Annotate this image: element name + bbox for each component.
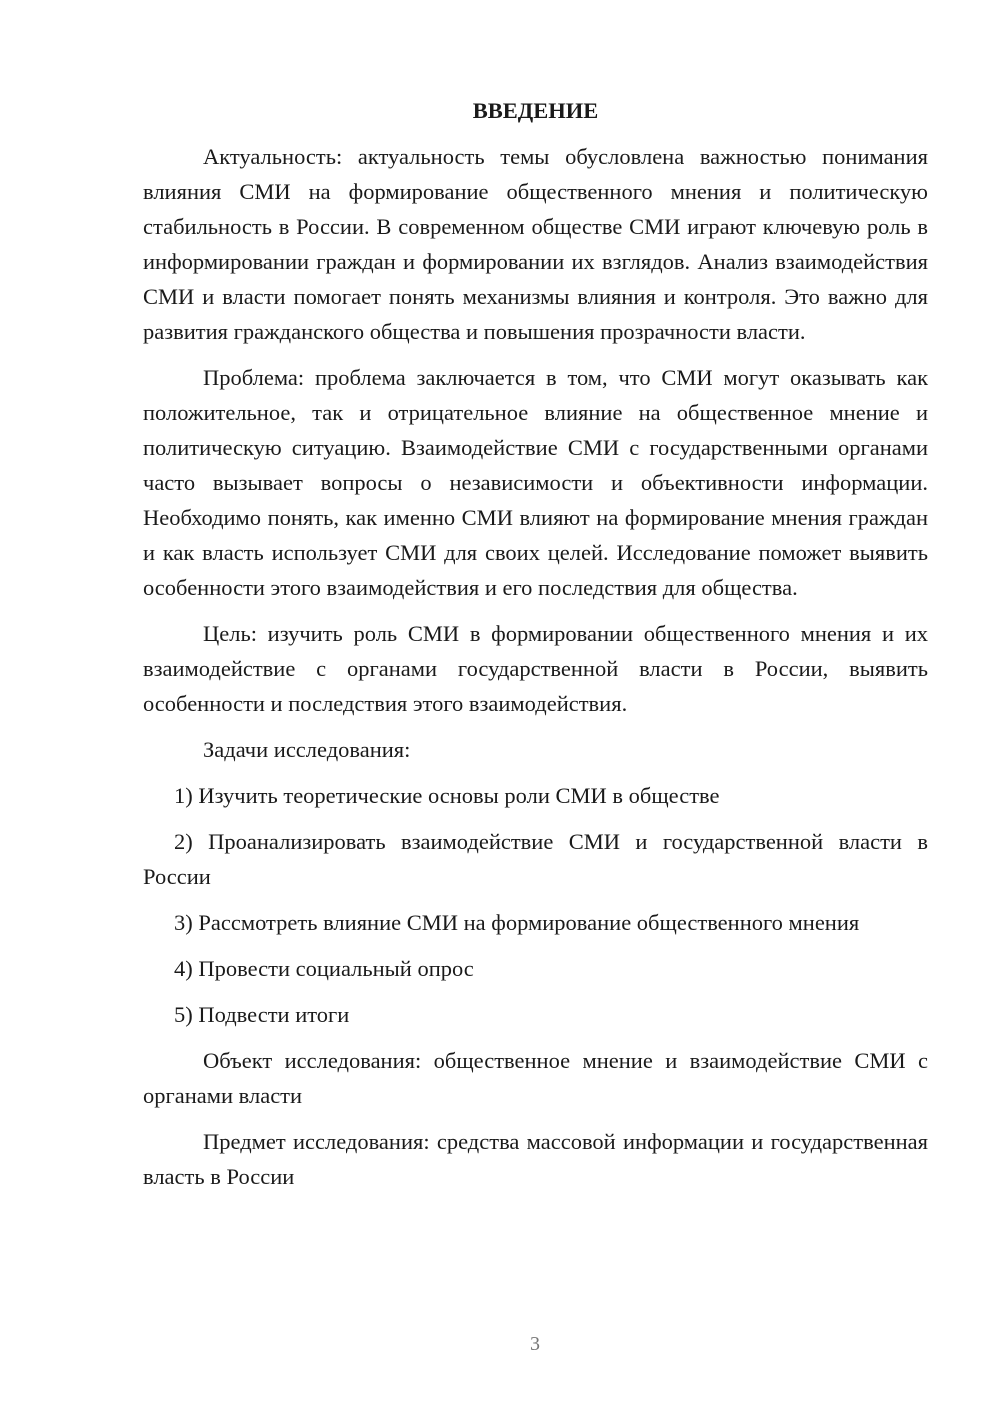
task-item: 1) Изучить теоретические основы роли СМИ в обществе	[174, 783, 720, 808]
paragraph-tasks-heading: Задачи исследования:	[203, 737, 411, 762]
document-page	[143, 95, 928, 1205]
paragraph-problem: Проблема: проблема заключается в том, что СМИ могут оказывать как положительное, так и отрицательное влияние на общественное мнение и политическую ситуацию. Взаимодействие СМИ с государственными органами часто вызывает вопросы о независимости и объективности информации. Необходимо понять, как именно СМИ влияют на формирование мнения граждан и как власть использует СМИ для своих целей. Исследование поможет выявить особенности этого взаимодействия и его последствия для общества.	[143, 365, 928, 600]
section-title: ВВЕДЕНИЕ	[472, 98, 599, 123]
task-item: 3) Рассмотреть влияние СМИ на формирование общественного мнения	[174, 910, 860, 935]
paragraph-goal: Цель: изучить роль СМИ в формировании общественного мнения и их взаимодействие с органами государственной власти в России, выявить особенности и последствия этого взаимодействия.	[143, 621, 928, 716]
task-item: 5) Подвести итоги	[174, 1002, 350, 1027]
paragraph-subject: Предмет исследования: средства массовой информации и государственная власть в России	[143, 1129, 928, 1189]
task-item: 4) Провести социальный опрос	[174, 956, 474, 981]
task-item: 2) Проанализировать взаимодействие СМИ и государственной власти в России	[143, 829, 928, 889]
page-number: 3	[530, 1333, 540, 1355]
paragraph-object: Объект исследования: общественное мнение и взаимодействие СМИ с органами власти	[143, 1048, 928, 1108]
paragraph-relevance: Актуальность: актуальность темы обусловлена важностью понимания влияния СМИ на формирование общественного мнения и политическую стабильность в России. В современном обществе СМИ играют ключевую роль в информировании граждан и формировании их взглядов. Анализ взаимодействия СМИ и власти помогает понять механизмы влияния и контроля. Это важно для развития гражданского общества и повышения прозрачности власти.	[143, 144, 928, 344]
